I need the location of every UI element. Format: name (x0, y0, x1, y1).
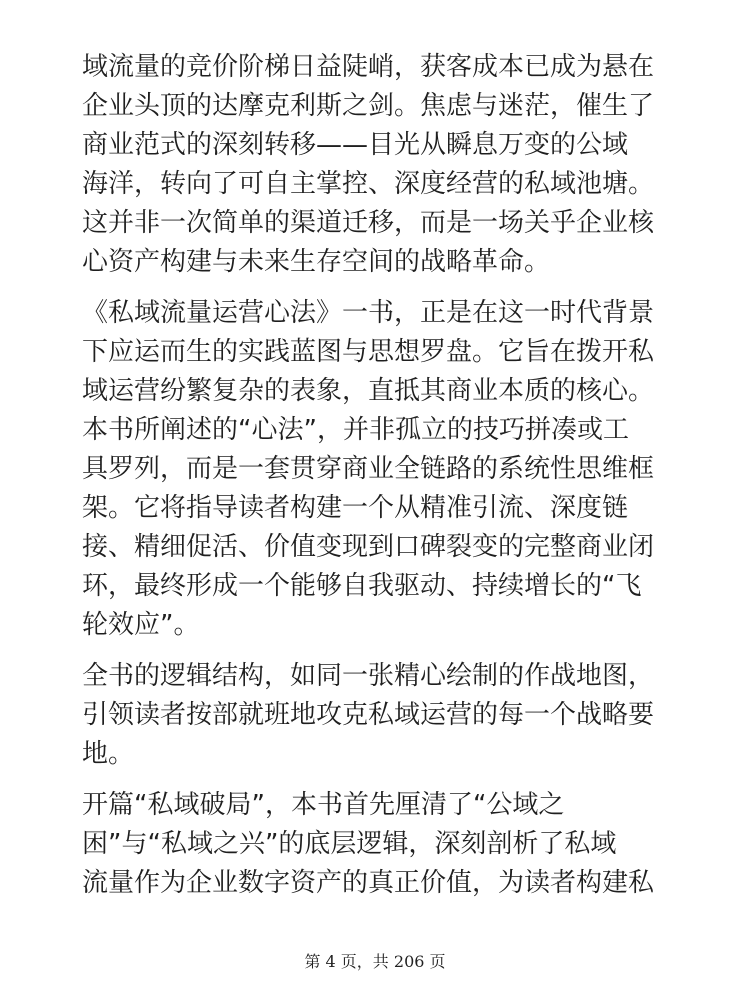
text-line: 困”与“私域之兴”的底层逻辑，深刻剖析了私域 (82, 829, 617, 859)
text-line: 企业头顶的达摩克利斯之剑。焦虑与迷茫，催生了 (82, 91, 655, 121)
text-line: 开篇“私域破局”，本书首先厘清了“公域之 (82, 790, 565, 820)
text-line: 域流量的竞价阶梯日益陡峭，获客成本已成为悬在 (82, 52, 655, 82)
text-line: 流量作为企业数字资产的真正价值，为读者构建私 (82, 868, 655, 898)
paragraph-2 (82, 294, 682, 645)
text-line: 《私域流量运营心法》一书，正是在这一时代背景 (82, 298, 655, 328)
text-line: 环，最终形成一个能够自我驱动、持续增长的“飞 (82, 571, 642, 601)
paragraph-1 (82, 48, 682, 282)
text-line: 具罗列，而是一套贯穿商业全链路的系统性思维框 (82, 454, 655, 484)
text-line: 接、精细促活、价值变现到口碑裂变的完整商业闭 (82, 532, 655, 562)
text-line: 心资产构建与未来生存空间的战略革命。 (82, 247, 551, 277)
body-text (82, 48, 682, 915)
page-number-footer: 第 4 页，共 206 页 (304, 952, 446, 971)
text-line: 下应运而生的实践蓝图与思想罗盘。它旨在拨开私 (82, 337, 655, 367)
text-line: 架。它将指导读者构建一个从精准引流、深度链 (82, 493, 629, 523)
text-line: 本书所阐述的“心法”，并非孤立的技巧拼凑或工 (82, 415, 629, 445)
text-line: 地。 (82, 739, 135, 769)
text-line: 商业范式的深刻转移——目光从瞬息万变的公域 (82, 130, 629, 160)
text-line: 轮效应”。 (82, 610, 200, 640)
text-line: 海洋，转向了可自主掌控、深度经营的私域池塘。 (82, 169, 655, 199)
text-line: 全书的逻辑结构，如同一张精心绘制的作战地图， (82, 661, 655, 691)
text-line: 引领读者按部就班地攻克私域运营的每一个战略要 (82, 700, 655, 730)
paragraph-3 (82, 657, 682, 774)
paragraph-4 (82, 786, 682, 903)
text-line: 这并非一次简单的渠道迁移，而是一场关乎企业核 (82, 208, 655, 238)
text-line: 域运营纷繁复杂的表象，直抵其商业本质的核心。 (82, 376, 655, 406)
